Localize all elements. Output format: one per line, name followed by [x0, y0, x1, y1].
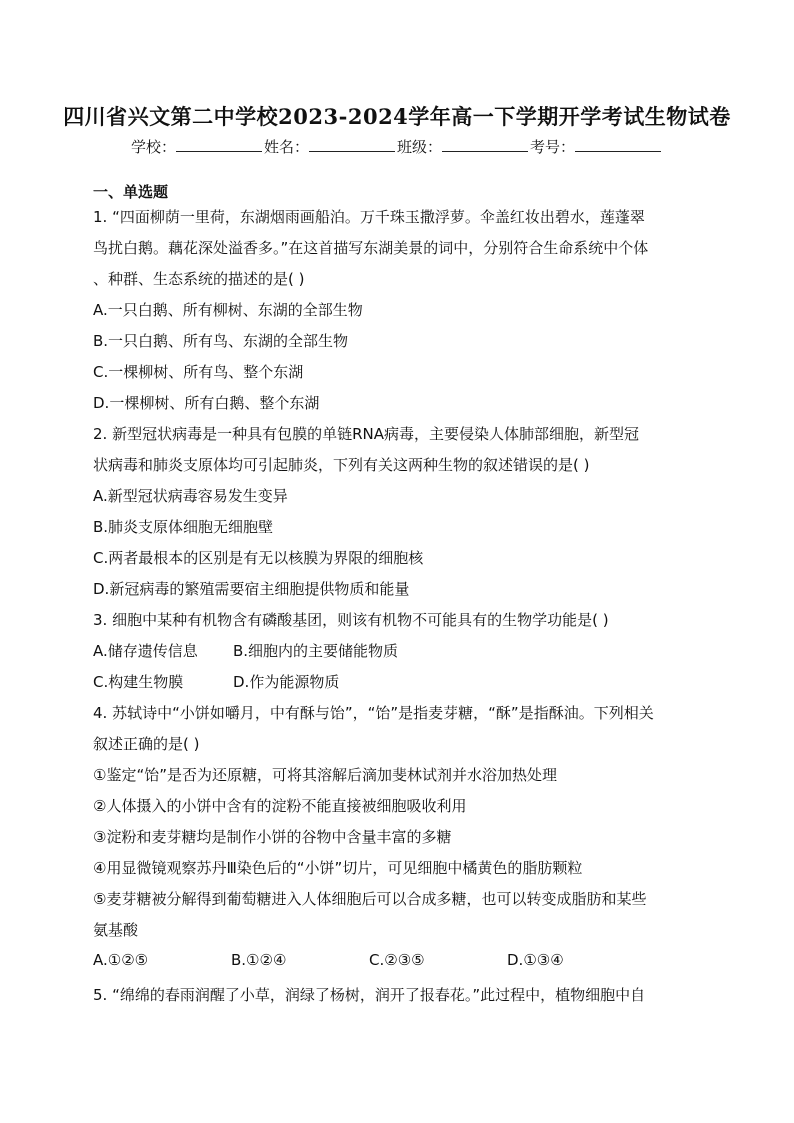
- question-1-option-a: A.一只白鹅、所有柳树、东湖的全部生物: [93, 301, 363, 319]
- question-2-option-d: D.新冠病毒的繁殖需要宿主细胞提供物质和能量: [93, 580, 410, 598]
- question-1-option-b: B.一只白鹅、所有鸟、东湖的全部生物: [93, 332, 349, 350]
- question-4-statement-4: ④用显微镜观察苏丹Ⅲ染色后的“小饼”切片，可见细胞中橘黄色的脂肪颗粒: [93, 859, 583, 877]
- name-blank: [309, 139, 395, 152]
- question-4-options-row: [93, 951, 713, 969]
- question-1-option-c: C.一棵柳树、所有鸟、整个东湖: [93, 363, 304, 381]
- question-4-line-1: 4. 苏轼诗中“小饼如嚼月，中有酥与饴”，“饴”是指麦芽糖，“酥”是指酥油。下列相关: [93, 704, 654, 722]
- question-4-option-a: A.①②⑤: [93, 951, 149, 969]
- question-2-option-c: C.两者最根本的区别是有无以核膜为界限的细胞核: [93, 549, 424, 567]
- question-4-statement-3: ③淀粉和麦芽糖均是制作小饼的谷物中含量丰富的多糖: [93, 828, 452, 846]
- exam-number-label: 考号：: [530, 138, 576, 156]
- name-label: 姓名：: [263, 138, 309, 156]
- question-4-statement-5: ⑤麦芽糖被分解得到葡萄糖进入人体细胞后可以合成多糖，也可以转变成脂肪和某些: [93, 890, 647, 908]
- section-heading: 一、单选题: [93, 183, 169, 201]
- question-4-line-2: 叙述正确的是( ): [93, 735, 200, 753]
- question-2-line-1: 2. 新型冠状病毒是一种具有包膜的单链RNA病毒，主要侵染人体肺部细胞，新型冠: [93, 425, 639, 443]
- question-3-option-a: A.储存遗传信息: [93, 642, 198, 660]
- question-3-option-d: D.作为能源物质: [233, 673, 340, 691]
- question-3-option-c: C.构建生物膜: [93, 673, 184, 691]
- question-1-option-d: D.一棵柳树、所有白鹅、整个东湖: [93, 394, 320, 412]
- question-4-option-b: B.①②④: [231, 951, 287, 969]
- question-1-line-1: 1. “四面柳荫一里荷，东湖烟雨画船泊。万千珠玉撒浮萝。伞盖红妆出碧水，莲蓬翠: [93, 208, 645, 226]
- student-info-line: [0, 136, 794, 157]
- question-4-statement-5-cont: 氨基酸: [93, 921, 139, 939]
- class-blank: [442, 139, 528, 152]
- question-3-option-b: B.细胞内的主要储能物质: [233, 642, 399, 660]
- question-4-statement-1: ①鉴定“饴”是否为还原糖，可将其溶解后滴加斐林试剂并水浴加热处理: [93, 766, 557, 784]
- question-3-line-1: 3. 细胞中某种有机物含有磷酸基团，则该有机物不可能具有的生物学功能是( ): [93, 611, 609, 629]
- school-label: 学校：: [130, 138, 176, 156]
- question-3-options-row-2: [93, 671, 713, 692]
- question-4-option-c: C.②③⑤: [369, 951, 425, 969]
- question-2-option-a: A.新型冠状病毒容易发生变异: [93, 487, 288, 505]
- page-title: 四川省兴文第二中学校2023-2024学年高一下学期开学考试生物试卷: [63, 104, 731, 129]
- question-1-line-2: 鸟扰白鹅。藕花深处溢香多。”在这首描写东湖美景的词中，分别符合生命系统中个体: [93, 239, 649, 257]
- school-blank: [176, 139, 262, 152]
- exam-number-blank: [575, 139, 661, 152]
- question-5-line-1: 5. “绵绵的春雨润醒了小草，润绿了杨树，润开了报春花。”此过程中，植物细胞中自: [93, 986, 646, 1004]
- question-3-options-row-1: [93, 640, 713, 661]
- question-1-line-3: 、种群、生态系统的描述的是( ): [93, 270, 305, 288]
- question-2-option-b: B.肺炎支原体细胞无细胞壁: [93, 518, 274, 536]
- question-4-option-d: D.①③④: [507, 951, 564, 969]
- question-2-line-2: 状病毒和肺炎支原体均可引起肺炎，下列有关这两种生物的叙述错误的是( ): [93, 456, 590, 474]
- class-label: 班级：: [397, 138, 443, 156]
- question-4-statement-2: ②人体摄入的小饼中含有的淀粉不能直接被细胞吸收利用: [93, 797, 467, 815]
